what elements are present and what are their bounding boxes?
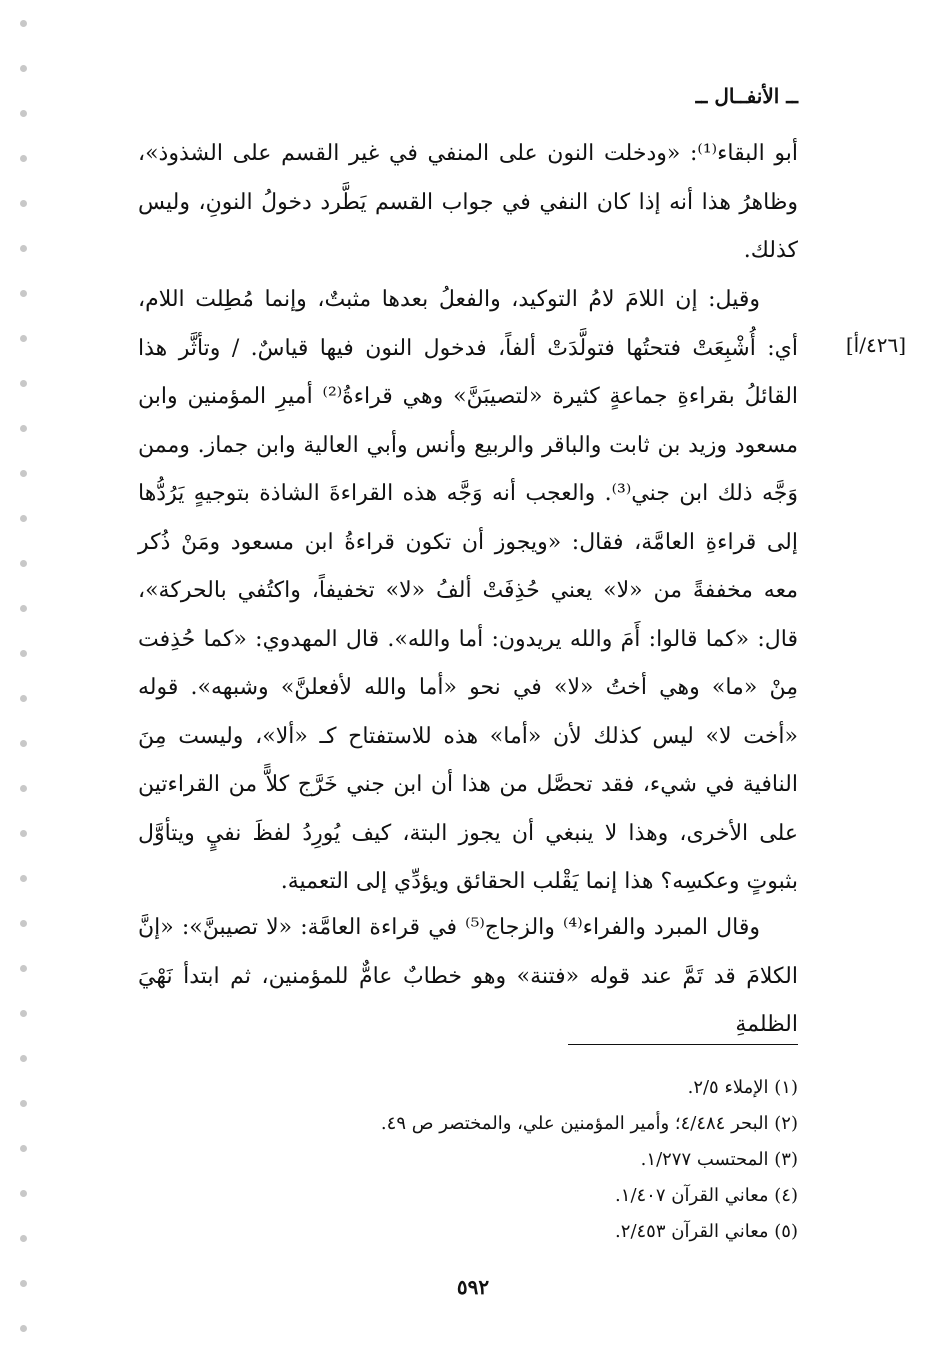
- binding-hole: [20, 560, 27, 567]
- binding-hole: [20, 920, 27, 927]
- footnote-2: (٢) البحر ٤/٤٨٤؛ وأمير المؤمنين علي، والمختصر ص ٤٩.: [380, 1113, 798, 1134]
- footnote-3: (٣) المحتسب ١/٢٧٧.: [640, 1149, 798, 1170]
- footnotes-list: [138, 1070, 798, 1250]
- binding-hole: [20, 1100, 27, 1107]
- binding-hole: [20, 110, 27, 117]
- binding-hole: [20, 1190, 27, 1197]
- binding-hole: [20, 65, 27, 72]
- footnote-1: (١) الإملاء ٢/٥.: [687, 1077, 798, 1098]
- manuscript-folio-marker: [٤٢٦/أ]: [845, 333, 906, 357]
- binding-hole: [20, 20, 27, 27]
- body-paragraph-3: وقال المبرد والفراء⁽⁴⁾ والزجاج⁽⁵⁾ في قراءة العامَّة: «لا تصيبنَّ»: «إنَّ الكلامَ قد تَمَّ عند قوله «فتنة» وهو خطابٌ عامٌّ للمؤمنين، ثم ابتدأ نَهْيَ الظلمةِ: [138, 915, 798, 1037]
- binding-hole: [20, 515, 27, 522]
- footnote-4: (٤) معاني القرآن ١/٤٠٧.: [615, 1185, 798, 1206]
- binding-hole: [20, 1235, 27, 1242]
- binding-hole: [20, 875, 27, 882]
- binding-hole: [20, 650, 27, 657]
- binding-hole: [20, 830, 27, 837]
- binding-hole: [20, 1280, 27, 1287]
- binding-hole: [20, 290, 27, 297]
- binding-hole: [20, 965, 27, 972]
- body-paragraph-1: أبو البقاء⁽¹⁾: «ودخلت النون على المنفي في غير القسم على الشذوذ»، وظاهرُ هذا أنه إذا كان النفي في جواب القسم يَطَّرد دخولُ النونِ، وليس كذلك.: [138, 141, 798, 263]
- running-header: ــ الأنفــال ــ: [695, 84, 798, 108]
- binding-hole: [20, 245, 27, 252]
- binding-hole: [20, 470, 27, 477]
- binding-hole: [20, 740, 27, 747]
- binding-hole: [20, 200, 27, 207]
- body-paragraph-2: وقيل: إن اللامَ لامُ التوكيد، والفعلُ بعدها مثبتٌ، وإنما مُطِلت اللام، أي: أُشْبِعَتْ فتحتُها فتولَّدَتْ ألفاً، فدخول النون فيها قياسٌ. / وتأثَّر هذا القائلُ بقراءةِ جماعةٍ كثيرة «لتصيبَنَّ» وهي قراءةُ⁽²⁾ أميرِ المؤمنين وابن مسعود وزيد بن ثابت والباقر والربيع وأنس وأبي العالية وابن جماز. وممن وَجَّه ذلك ابن جني⁽³⁾. والعجب أنه وَجَّه هذه القراءةَ الشاذة بتوجيهٍ يَرُدُّها إلى قراءةِ العامَّة، فقال: «ويجوز أن تكون قراءةُ ابن مسعود ومَنْ ذُكر معه مخففةً من «لا» يعني حُذِفَتْ ألفُ «لا» تخفيفاً، واكتُفي بالحركة»، قال: «كما قالوا: أَمَ والله يريدون: أما والله». قال المهدوي: «كما حُذِفت مِنْ «ما» وهي أختُ «لا» في نحو «أما والله لأفعلنَّ» وشبهه». قوله «أخت لا» ليس كذلك لأن «أما» هذه للاستفتاح كـ «ألا»، وليست مِنَ النافية في شيء، فقد تحصَّل من هذا أن ابن جني خَرَّج كلاًّ من القراءتين على الأخرى، وهذا لا ينبغي أن يجوز البتة، كيف يُورِدُ لفظَ نفيٍ ويتأوَّل بثبوتٍ وعكسِه؟ هذا إنما يَقْلب الحقائق ويؤدِّي إلى التعمية.: [138, 287, 799, 894]
- binding-hole: [20, 425, 27, 432]
- page-number: ٥٩٢: [456, 1275, 490, 1299]
- footnote-divider: [568, 1044, 798, 1045]
- binding-hole: [20, 695, 27, 702]
- binding-hole: [20, 155, 27, 162]
- binding-hole: [20, 380, 27, 387]
- binding-hole: [20, 1145, 27, 1152]
- footnote-5: (٥) معاني القرآن ٢/٤٥٣.: [615, 1221, 798, 1242]
- binding-hole: [20, 605, 27, 612]
- binding-hole: [20, 1010, 27, 1017]
- binding-hole: [20, 335, 27, 342]
- binding-hole: [20, 785, 27, 792]
- binding-hole: [20, 1055, 27, 1062]
- binding-hole: [20, 1325, 27, 1332]
